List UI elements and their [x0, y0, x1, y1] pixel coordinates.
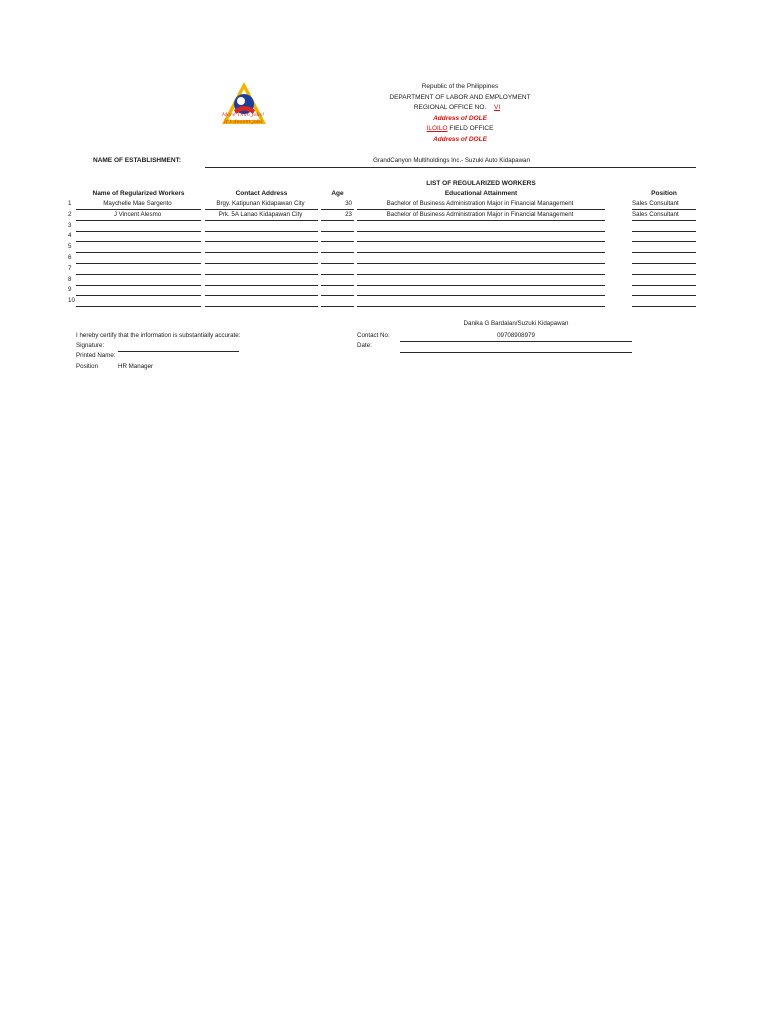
col-header-age: Age — [331, 190, 344, 197]
row-underline — [76, 231, 201, 232]
row-number: 2 — [68, 211, 72, 218]
office-header — [360, 82, 560, 146]
header-field-city: ILOILO — [426, 125, 448, 133]
col-header-name: Name of Regularized Workers — [92, 190, 185, 197]
row-underline — [357, 274, 605, 275]
position-value: HR Manager — [118, 363, 154, 370]
contact-line — [400, 341, 632, 342]
row-underline — [205, 285, 318, 286]
row-underline — [357, 220, 605, 221]
row-underline — [321, 263, 354, 264]
header-field-office — [360, 124, 560, 135]
row-number: 7 — [68, 265, 72, 272]
row-number: 1 — [68, 200, 72, 207]
row-underline — [76, 220, 201, 221]
row-underline — [205, 220, 318, 221]
row-underline — [357, 295, 605, 296]
row-underline — [205, 263, 318, 264]
row-underline — [632, 306, 696, 307]
row-underline — [76, 241, 201, 242]
header-regional — [360, 103, 560, 114]
table-cell-address: Brgy. Katipunan Kidapawan City — [216, 200, 305, 207]
header-field-label: FIELD OFFICE — [449, 125, 494, 133]
signature-label: Signature: — [76, 342, 105, 349]
row-underline — [357, 209, 605, 210]
row-underline — [357, 231, 605, 232]
row-number: 4 — [68, 232, 72, 239]
row-underline — [357, 263, 605, 264]
date-line — [400, 352, 632, 353]
dole-logo — [219, 80, 269, 130]
table-title: LIST OF REGULARIZED WORKERS — [426, 180, 536, 187]
signature-line — [118, 351, 239, 352]
row-underline — [321, 295, 354, 296]
col-header-position: Position — [651, 190, 677, 197]
row-underline — [632, 231, 696, 232]
contact-label: Contact No: — [357, 332, 390, 339]
table-cell-education: Bachelor of Business Administration Major in Financial Management — [386, 200, 574, 207]
row-underline — [205, 252, 318, 253]
establishment-label: NAME OF ESTABLISHMENT: — [93, 157, 181, 164]
row-underline — [632, 295, 696, 296]
logo-tagline-2: It's decent jobs — [224, 119, 263, 125]
table-cell-age: 23 — [345, 211, 352, 218]
table-cell-education: Bachelor of Business Administration Major in Financial Management — [386, 211, 574, 218]
position-label: Position — [76, 363, 99, 370]
row-underline — [632, 263, 696, 264]
row-underline — [76, 285, 201, 286]
table-cell-name: J Vincent Alesmo — [113, 211, 162, 218]
row-underline — [357, 252, 605, 253]
row-underline — [76, 274, 201, 275]
table-cell-name: Maychelle Mae Sargento — [103, 200, 172, 207]
row-number: 9 — [68, 286, 72, 293]
printed-name-label: Printed Name: — [76, 352, 116, 359]
row-underline — [632, 274, 696, 275]
col-header-address: Contact Address — [235, 190, 288, 197]
row-number: 10 — [68, 297, 75, 304]
table-cell-address: Prk. 5A Lanao Kidapawan City — [218, 211, 303, 218]
row-number: 8 — [68, 276, 72, 283]
row-underline — [76, 252, 201, 253]
col-header-education: Educational Attainment — [444, 190, 518, 197]
header-address-1: Address of DOLE — [433, 114, 487, 122]
row-underline — [632, 252, 696, 253]
header-republic: Republic of the Philippines — [421, 83, 499, 90]
row-number: 5 — [68, 243, 72, 250]
header-department: DEPARTMENT OF LABOR AND EMPLOYMENT — [389, 93, 531, 101]
row-underline — [205, 295, 318, 296]
row-underline — [321, 241, 354, 242]
row-underline — [76, 263, 201, 264]
row-underline — [632, 241, 696, 242]
row-underline — [205, 274, 318, 275]
header-regional-label: REGIONAL OFFICE NO. — [413, 104, 487, 112]
header-regional-no: VI — [494, 104, 501, 112]
date-label: Date: — [357, 342, 372, 349]
row-underline — [76, 295, 201, 296]
row-number: 6 — [68, 254, 72, 261]
row-underline — [632, 220, 696, 221]
table-cell-position: Sales Consultant — [632, 200, 679, 207]
establishment-underline — [205, 167, 696, 168]
row-underline — [321, 209, 354, 210]
row-underline — [357, 241, 605, 242]
row-underline — [321, 274, 354, 275]
row-underline — [205, 241, 318, 242]
table-cell-age: 30 — [345, 200, 352, 207]
contact-value: 09708908979 — [497, 332, 535, 339]
row-underline — [321, 252, 354, 253]
row-number: 3 — [68, 222, 72, 229]
row-underline — [321, 231, 354, 232]
row-underline — [321, 285, 354, 286]
row-underline — [357, 285, 605, 286]
row-underline — [321, 306, 354, 307]
logo-tagline-1: More Than Jobs! — [222, 112, 265, 118]
row-underline — [357, 306, 605, 307]
row-underline — [321, 220, 354, 221]
row-underline — [632, 285, 696, 286]
row-underline — [205, 209, 318, 210]
establishment-value: GrandCanyon Multiholdings Inc.- Suzuki Auto Kidapawan — [373, 157, 530, 164]
header-address-2: Address of DOLE — [433, 135, 487, 143]
signer-name: Danika G Bardalan/Suzuki Kidapawan — [463, 320, 569, 327]
row-underline — [205, 306, 318, 307]
row-underline — [76, 306, 201, 307]
row-underline — [205, 231, 318, 232]
row-underline — [76, 209, 201, 210]
certify-text: I hereby certify that the information is substantially accurate: — [76, 332, 241, 339]
table-cell-position: Sales Consultant — [632, 211, 679, 218]
row-underline — [632, 209, 696, 210]
